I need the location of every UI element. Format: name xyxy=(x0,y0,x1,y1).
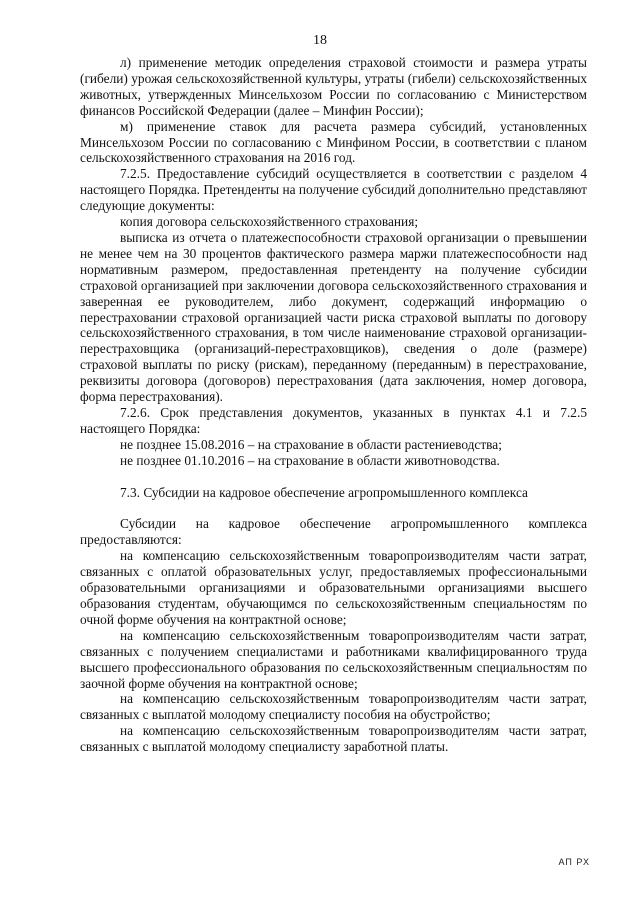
deadline-livestock-insurance: не позднее 01.10.2016 – на страхование в области животноводства. xyxy=(120,452,500,468)
paragraph-salary-compensation: на компенсацию сельскохозяйственным товаропроизводителям части затрат, связанных с выплатой молодому специалисту заработной платы. xyxy=(80,723,587,755)
paragraph-tuition-compensation: на компенсацию сельскохозяйственным товаропроизводителям части затрат, связанных с оплатой образовательных услуг, предоставляемых профессиональными образовательными организациями и образовательными организациями высшего образования студентам, обучающимся по сельскохозяйственным специальностям по очной форме обучения на контрактной основе; xyxy=(80,548,587,627)
paragraph-7-2-6: 7.2.6. Срок представления документов, указанных в пунктах 4.1 и 7.2.5 настоящего Порядка: xyxy=(80,404,587,436)
paragraph-settling-allowance-compensation: на компенсацию сельскохозяйственным товаропроизводителям части затрат, связанных с выплатой молодому специалисту пособия на обустройство; xyxy=(80,691,587,723)
paragraph-correspondence-education-compensation: на компенсацию сельскохозяйственным товаропроизводителям части затрат, связанных с получением специалистами и работниками квалифицированного труда высшего профессионального образования по сельскохозяйственным специальностям по заочной форме обучения на контрактной основе; xyxy=(80,627,587,691)
footer-mark: АП РХ xyxy=(558,857,590,867)
paragraph-insurance-contract-copy: копия договора сельскохозяйственного страхования; xyxy=(120,214,419,230)
paragraph-item-m: м) применение ставок для расчета размера субсидий, установленных Минсельхозом России по согласованию с Минфином России, в соответствии с планом сельскохозяйственного страхования на 2016 год. xyxy=(80,118,587,166)
document-body xyxy=(80,55,587,755)
paragraph-7-2-5: 7.2.5. Предоставление субсидий осуществляется в соответствии с разделом 4 настоящего Порядка. Претенденты на получение субсидий дополнительно представляют следующие документы: xyxy=(80,166,587,214)
page-number: 18 xyxy=(313,33,327,48)
paragraph-solvency-report-extract: выписка из отчета о платежеспособности страховой организации о превышении не менее чем на 30 процентов фактического размера маржи платежеспособности над нормативным размером, предоставленная претенденту на получение субсидии страховой организацией при заключении договора сельскохозяйственного страхования и заверенная ее руководителем, либо документ, содержащий информацию о перестраховании страховой организацией части риска страховой выплаты по договору сельскохозяйственного страхования, в том числе наименование страховой организации-перестраховщика (организаций-перестраховщиков), сведения о доле (размере) страховой выплаты по риску (рискам), переданному (переданным) в перестрахование, реквизиты договора (договоров) перестрахования (дата заключения, номер договора, форма перестрахования). xyxy=(80,229,587,405)
section-heading-7-3: 7.3. Субсидии на кадровое обеспечение агропромышленного комплекса xyxy=(120,484,528,500)
deadline-crop-insurance: не позднее 15.08.2016 – на страхование в области растениеводства; xyxy=(120,436,502,452)
paragraph-subsidies-intro: Субсидии на кадровое обеспечение агропромышленного комплекса предоставляются: xyxy=(80,516,587,548)
paragraph-item-l: л) применение методик определения страховой стоимости и размера утраты (гибели) урожая сельскохозяйственной культуры, утраты (гибели) сельскохозяйственных животных, утвержденных Минсельхозом России по согласованию с Министерством финансов Российской Федерации (далее – Минфин России); xyxy=(80,55,587,118)
